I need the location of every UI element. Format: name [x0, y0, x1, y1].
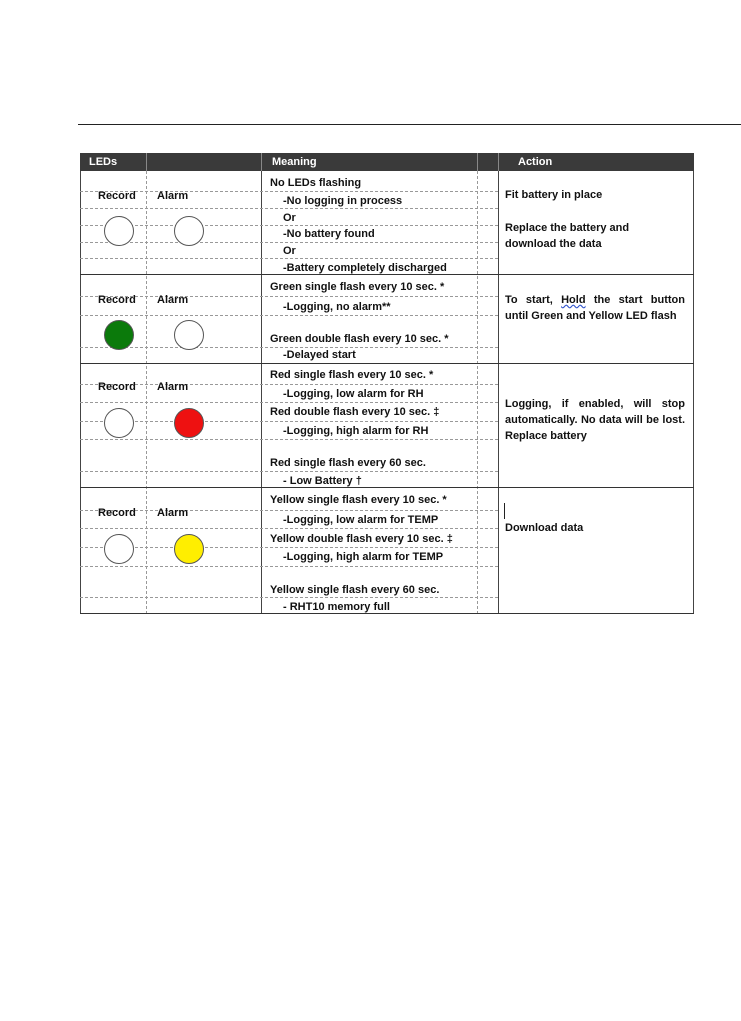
led-status-table: [80, 153, 694, 614]
table-border-right: [693, 171, 694, 614]
meaning-line: Yellow double flash every 10 sec. ‡: [270, 533, 453, 545]
row-divider: [80, 402, 498, 403]
meaning-line: -Delayed start: [283, 349, 356, 361]
section-border: [80, 487, 694, 488]
row-divider: [80, 296, 498, 297]
meaning-line: -No logging in process: [283, 195, 403, 207]
meaning-line: Yellow single flash every 10 sec. *: [270, 494, 447, 506]
action-text: Fit battery in place: [505, 189, 603, 201]
meaning-line: -Logging, no alarm**: [283, 301, 391, 313]
meaning-line: - RHT10 memory full: [283, 601, 390, 613]
row-divider: [80, 315, 498, 316]
meaning-line: -Logging, low alarm for TEMP: [283, 514, 439, 526]
row-divider: [80, 208, 498, 209]
meaning-line: Green single flash every 10 sec. *: [270, 281, 445, 293]
alarm-led-off: [174, 216, 204, 246]
action-text: Logging, if enabled, will stop automatically. No data will be lost. Replace battery: [505, 398, 685, 442]
meaning-line: - Low Battery †: [283, 475, 362, 487]
row-divider: [80, 471, 498, 472]
header-action: Action: [518, 156, 553, 168]
table-header: [80, 153, 694, 171]
text-cursor: [504, 503, 505, 519]
meaning-line: Yellow single flash every 60 sec.: [270, 584, 440, 596]
record-led-off: [104, 216, 134, 246]
row-divider: [80, 547, 498, 548]
header-divider: [261, 153, 262, 171]
row-divider: [80, 191, 498, 192]
header-divider: [477, 153, 478, 171]
record-label: Record: [98, 294, 136, 306]
row-divider: [80, 384, 498, 385]
row-divider: [80, 258, 498, 259]
action-text: To start, Hold the start button until Green and Yellow LED flash: [505, 294, 685, 322]
record-label: Record: [98, 507, 136, 519]
alarm-led-off: [174, 320, 204, 350]
row-divider: [80, 510, 498, 511]
header-rule: [78, 124, 741, 125]
meaning-line: Or: [283, 245, 296, 257]
row-divider: [80, 439, 498, 440]
record-label: Record: [98, 381, 136, 393]
meaning-line: -Logging, high alarm for TEMP: [283, 551, 444, 563]
meaning-line: Green double flash every 10 sec. *: [270, 333, 449, 345]
row-divider: [80, 597, 498, 598]
meaning-line: Or: [283, 212, 296, 224]
meaning-line: No LEDs flashing: [270, 177, 362, 189]
meaning-line: -Logging, high alarm for RH: [283, 425, 429, 437]
record-led-green: [104, 320, 134, 350]
meaning-line: Red single flash every 10 sec. *: [270, 369, 434, 381]
header-meaning: Meaning: [272, 156, 317, 168]
record-led-off: [104, 534, 134, 564]
alarm-label: Alarm: [157, 190, 189, 202]
meaning-line: Red single flash every 60 sec.: [270, 457, 426, 469]
meaning-line: -No battery found: [283, 228, 375, 240]
row-divider: [80, 528, 498, 529]
meaning-line: Red double flash every 10 sec. ‡: [270, 406, 440, 418]
header-divider: [498, 153, 499, 171]
row-divider: [80, 225, 498, 226]
record-led-off: [104, 408, 134, 438]
row-divider: [80, 421, 498, 422]
alarm-led-red: [174, 408, 204, 438]
row-divider: [80, 566, 498, 567]
action-text: Download data: [505, 522, 584, 534]
section-border: [80, 363, 694, 364]
meaning-line: -Battery completely discharged: [283, 262, 447, 274]
action-column-border: [498, 171, 499, 614]
action-text: Replace the battery and download the data: [505, 222, 630, 250]
header-leds: LEDs: [89, 156, 118, 168]
alarm-led-yellow: [174, 534, 204, 564]
row-divider: [80, 242, 498, 243]
alarm-label: Alarm: [157, 294, 189, 306]
alarm-label: Alarm: [157, 507, 189, 519]
record-label: Record: [98, 190, 136, 202]
header-divider: [146, 153, 147, 171]
meaning-line: -Logging, low alarm for RH: [283, 388, 424, 400]
alarm-label: Alarm: [157, 381, 189, 393]
